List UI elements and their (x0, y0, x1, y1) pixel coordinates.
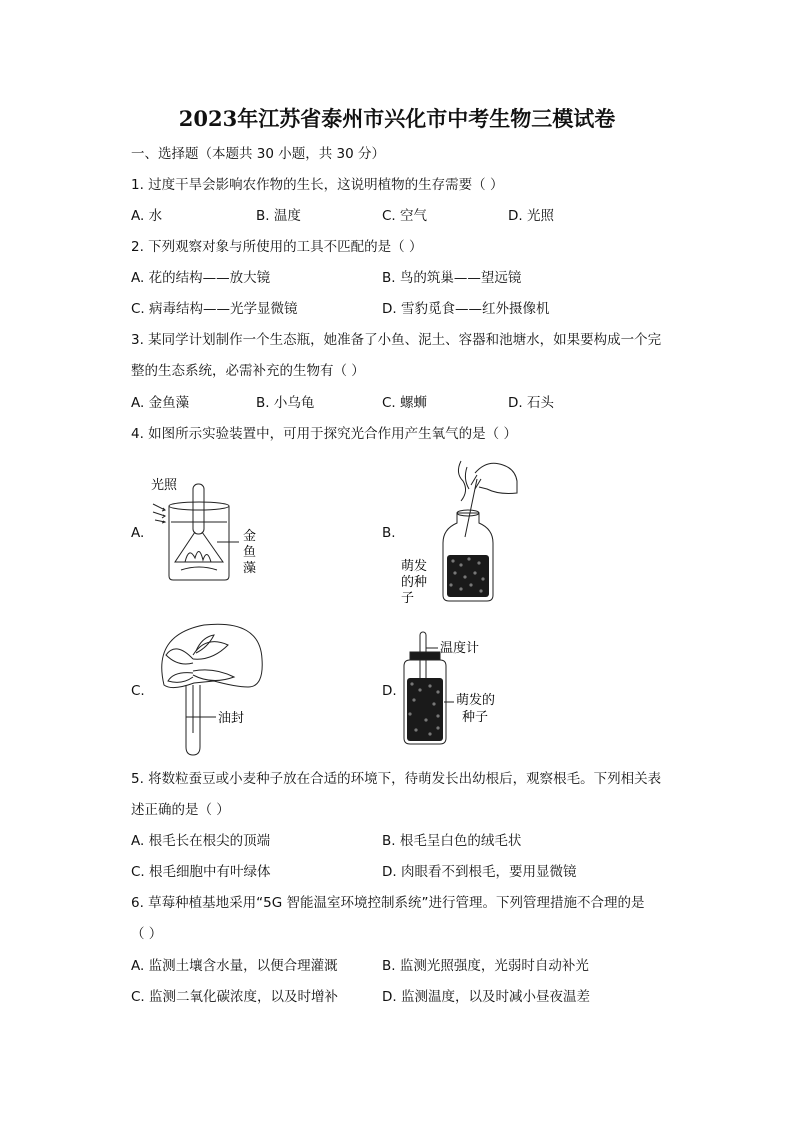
q6-option-b[interactable]: B. 监测光照强度，光弱时自动补光 (382, 958, 589, 974)
question-3-stem-line2: 整的生态系统，必需补充的生物有（ ） (131, 363, 365, 379)
q3-option-c[interactable]: C. 螺蛳 (382, 395, 428, 411)
q2-option-d[interactable]: D. 雪豹觅食——红外摄像机 (382, 301, 550, 317)
q3-option-a[interactable]: A. 金鱼藻 (131, 395, 190, 411)
oil-seal-label: 油封 (218, 711, 245, 726)
q3-option-d[interactable]: D. 石头 (508, 395, 554, 411)
thermometer-label: 温度计 (440, 641, 480, 656)
q1-option-d[interactable]: D. 光照 (508, 208, 554, 224)
plant-label-3: 藻 (243, 561, 257, 576)
figure-b-letter[interactable]: B. (382, 525, 396, 541)
q2-option-c[interactable]: C. 病毒结构——光学显微镜 (131, 301, 298, 317)
question-1-stem: 1. 过度干旱会影响农作物的生长，这说明植物的生存需要（ ） (131, 177, 504, 193)
question-6-stem-line1: 6. 草莓种植基地采用“5G 智能温室环境控制系统”进行管理。下列管理措施不合理的是 (131, 895, 645, 911)
q5-option-c[interactable]: C. 根毛细胞中有叶绿体 (131, 864, 271, 880)
seed-cluster-d (407, 678, 443, 741)
seeds-label-2: 的种 (401, 575, 428, 590)
figure-a-letter[interactable]: A. (131, 525, 145, 541)
question-4-stem: 4. 如图所示实验装置中，可用于探究光合作用产生氧气的是（ ） (131, 426, 517, 442)
question-6-stem-line2: （ ） (131, 926, 163, 942)
q2-option-b[interactable]: B. 鸟的筑巢——望远镜 (382, 270, 522, 286)
figure-c-illustration (150, 615, 280, 760)
figure-b-illustration (395, 455, 525, 610)
q1-option-b[interactable]: B. 温度 (256, 208, 301, 224)
page-title: 2023年江苏省泰州市兴化市中考生物三模试卷 (178, 106, 616, 131)
q2-option-a[interactable]: A. 花的结构——放大镜 (131, 270, 271, 286)
seeds-d-label-1: 萌发的 (456, 693, 496, 708)
q1-option-c[interactable]: C. 空气 (382, 208, 428, 224)
q6-option-c[interactable]: C. 监测二氧化碳浓度，以及时增补 (131, 989, 339, 1005)
question-3-stem-line1: 3. 某同学计划制作一个生态瓶，她准备了小鱼、泥土、容器和池塘水，如果要构成一个完 (131, 332, 662, 348)
figure-c-letter[interactable]: C. (131, 683, 145, 699)
light-label: 光照 (151, 478, 178, 493)
q1-option-a[interactable]: A. 水 (131, 208, 163, 224)
seeds-label-3: 子 (401, 591, 415, 606)
question-5-stem-line2: 述正确的是（ ） (131, 802, 230, 818)
q3-option-b[interactable]: B. 小乌龟 (256, 395, 315, 411)
q5-option-a[interactable]: A. 根毛长在根尖的顶端 (131, 833, 271, 849)
figure-d-illustration (398, 628, 518, 750)
q6-option-a[interactable]: A. 监测土壤含水量，以便合理灌溉 (131, 958, 338, 974)
q5-option-b[interactable]: B. 根毛呈白色的绒毛状 (382, 833, 522, 849)
question-5-stem-line1: 5. 将数粒蚕豆或小麦种子放在合适的环境下，待萌发长出幼根后，观察根毛。下列相关表 (131, 771, 662, 787)
plant-label-2: 鱼 (243, 545, 257, 560)
seeds-label-1: 萌发 (401, 559, 428, 574)
seed-cluster (447, 555, 489, 597)
section-heading: 一、选择题（本题共 30 小题，共 30 分） (131, 146, 386, 162)
seeds-d-label-2: 种子 (462, 710, 489, 725)
q6-option-d[interactable]: D. 监测温度，以及时减小昼夜温差 (382, 989, 590, 1005)
question-2-stem: 2. 下列观察对象与所使用的工具不匹配的是（ ） (131, 239, 423, 255)
figure-d-letter[interactable]: D. (382, 683, 397, 699)
q5-option-d[interactable]: D. 肉眼看不到根毛，要用显微镜 (382, 864, 577, 880)
figure-a-illustration (145, 470, 275, 585)
plant-label-1: 金 (243, 529, 257, 544)
